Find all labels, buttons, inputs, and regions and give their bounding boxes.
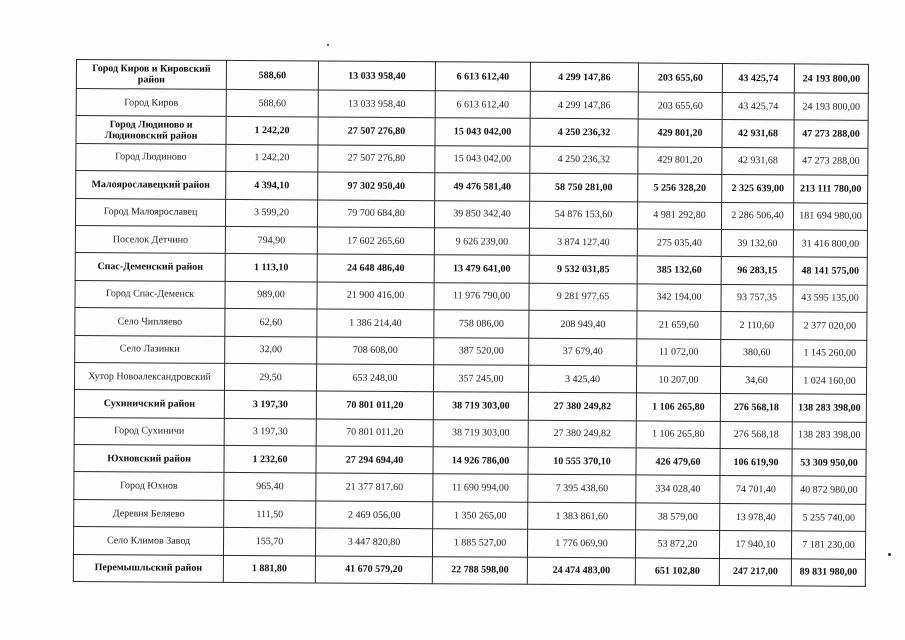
value-cell: 13 479 641,00 <box>434 255 529 283</box>
value-cell: 208 949,40 <box>529 310 637 338</box>
value-cell: 40 872 980,00 <box>792 476 866 504</box>
value-cell: 1 386 214,40 <box>317 309 434 337</box>
value-cell: 1 881,80 <box>223 555 315 583</box>
value-cell: 2 110,60 <box>721 312 793 340</box>
scan-speck <box>888 553 891 556</box>
value-cell: 39 850 342,40 <box>434 200 529 228</box>
value-cell: 13 978,40 <box>720 503 792 531</box>
value-cell: 247 217,00 <box>719 558 791 586</box>
value-cell: 42 931,68 <box>722 147 794 175</box>
value-cell: 2 469 056,00 <box>316 501 433 529</box>
value-cell: 96 283,15 <box>721 257 793 285</box>
value-cell: 62,60 <box>225 309 317 337</box>
value-cell: 24 193 800,00 <box>794 64 868 93</box>
value-cell: 357 245,00 <box>433 365 528 393</box>
table-body <box>73 60 868 587</box>
row-name-cell: Юхновский район <box>74 445 224 473</box>
value-cell: 334 028,40 <box>636 475 720 503</box>
value-cell: 3 197,30 <box>224 418 316 446</box>
value-cell: 97 302 950,40 <box>318 172 435 200</box>
value-cell: 14 926 786,00 <box>433 447 528 475</box>
value-cell: 27 380 249,82 <box>528 420 636 448</box>
value-cell: 10 555 370,10 <box>528 447 636 475</box>
value-cell: 58 750 281,00 <box>530 173 638 201</box>
value-cell: 2 377 020,00 <box>793 312 867 340</box>
value-cell: 5 255 740,00 <box>792 504 866 532</box>
row-name-cell: Село Лазинки <box>75 335 225 363</box>
value-cell: 426 479,60 <box>636 448 720 476</box>
value-cell: 203 655,60 <box>638 63 722 93</box>
value-cell: 70 801 011,20 <box>316 391 433 419</box>
value-cell: 138 283 398,00 <box>792 422 866 450</box>
value-cell: 203 655,60 <box>638 92 722 120</box>
row-name-cell: Город Людиново <box>76 143 226 171</box>
value-cell: 89 831 980,00 <box>791 559 865 587</box>
value-cell: 1 024 160,00 <box>792 367 866 395</box>
value-cell: 24 648 486,40 <box>317 254 434 282</box>
value-cell: 429 801,20 <box>638 119 722 147</box>
row-name-cell: Город Киров и Кировский район <box>76 60 226 90</box>
value-cell: 429 801,20 <box>638 147 722 175</box>
value-cell: 53 872,20 <box>635 530 719 558</box>
row-name-cell: Село Климов Завод <box>73 527 223 555</box>
value-cell: 4 299 147,86 <box>530 62 638 92</box>
value-cell: 11 690 994,00 <box>433 474 528 502</box>
value-cell: 3 425,40 <box>528 365 636 393</box>
value-cell: 276 568,18 <box>720 394 792 422</box>
data-table <box>73 59 869 587</box>
value-cell: 49 476 581,40 <box>435 173 530 201</box>
value-cell: 1 232,60 <box>224 445 316 473</box>
value-cell: 11 072,00 <box>637 338 721 366</box>
value-cell: 13 033 958,40 <box>318 61 435 91</box>
value-cell: 7 181 230,00 <box>791 531 865 559</box>
value-cell: 10 207,00 <box>636 366 720 394</box>
value-cell: 9 532 031,85 <box>529 256 637 284</box>
row-name-cell: Город Киров <box>76 89 226 117</box>
value-cell: 31 416 800,00 <box>793 230 867 258</box>
value-cell: 79 700 684,80 <box>317 200 434 228</box>
value-cell: 1 242,20 <box>226 117 318 145</box>
value-cell: 38 719 303,00 <box>433 419 528 447</box>
value-cell: 13 033 958,40 <box>318 90 435 118</box>
value-cell: 380,60 <box>721 339 793 367</box>
value-cell: 37 679,40 <box>529 338 637 366</box>
value-cell: 1 106 265,80 <box>636 393 720 421</box>
value-cell: 275 035,40 <box>637 229 721 257</box>
value-cell: 48 141 575,00 <box>793 257 867 285</box>
value-cell: 43 425,74 <box>722 63 794 92</box>
value-cell: 22 788 598,00 <box>432 556 527 584</box>
value-cell: 1 106 265,80 <box>636 421 720 449</box>
value-cell: 27 507 276,80 <box>318 145 435 173</box>
row-name-cell: Малоярославецкий район <box>76 171 226 199</box>
value-cell: 15 043 042,00 <box>435 145 530 173</box>
row-name-cell: Спас-Деменский район <box>75 253 225 281</box>
value-cell: 588,60 <box>226 60 318 90</box>
table-row <box>73 554 865 586</box>
value-cell: 1 383 861,60 <box>528 502 636 530</box>
row-name-cell: Сухиничский район <box>74 390 224 418</box>
value-cell: 2 325 639,00 <box>722 175 794 203</box>
value-cell: 47 273 288,00 <box>794 148 868 176</box>
value-cell: 47 273 288,00 <box>794 120 868 148</box>
value-cell: 27 380 249,82 <box>528 393 636 421</box>
value-cell: 213 111 780,00 <box>794 175 868 203</box>
value-cell: 387 520,00 <box>434 337 529 365</box>
value-cell: 38 719 303,00 <box>433 392 528 420</box>
value-cell: 758 086,00 <box>434 310 529 338</box>
value-cell: 106 619,90 <box>720 449 792 477</box>
value-cell: 7 395 438,60 <box>528 475 636 503</box>
row-name-cell: Город Малоярославец <box>75 198 225 226</box>
value-cell: 34,60 <box>720 366 792 394</box>
value-cell: 27 294 694,40 <box>316 446 433 474</box>
value-cell: 9 281 977,65 <box>529 283 637 311</box>
value-cell: 1 242,20 <box>226 144 318 172</box>
value-cell: 24 193 800,00 <box>794 93 868 121</box>
value-cell: 3 874 127,40 <box>529 228 637 256</box>
value-cell: 54 876 153,60 <box>529 201 637 229</box>
value-cell: 181 694 980,00 <box>793 202 867 230</box>
value-cell: 74 701,40 <box>720 476 792 504</box>
value-cell: 111,50 <box>224 500 316 528</box>
row-name-cell: Город Людиново и Людиновский район <box>76 116 226 144</box>
row-name-cell: Город Спас-Деменск <box>75 280 225 308</box>
value-cell: 21 900 416,00 <box>317 282 434 310</box>
value-cell: 93 757,35 <box>721 284 793 312</box>
value-cell: 43 425,74 <box>722 92 794 120</box>
value-cell: 1 350 265,00 <box>433 502 528 530</box>
value-cell: 29,50 <box>224 363 316 391</box>
value-cell: 588,60 <box>226 89 318 117</box>
value-cell: 6 613 612,40 <box>435 91 530 119</box>
row-name-cell: Город Сухиничи <box>74 417 224 445</box>
scan-speck <box>327 44 329 46</box>
value-cell: 1 776 069,90 <box>527 530 635 558</box>
value-cell: 43 595 135,00 <box>793 285 867 313</box>
row-name-cell: Деревня Беляево <box>74 499 224 527</box>
value-cell: 21 377 817,60 <box>316 473 433 501</box>
value-cell: 653 248,00 <box>316 364 433 392</box>
value-cell: 39 132,60 <box>721 229 793 257</box>
value-cell: 9 626 239,00 <box>434 228 529 256</box>
value-cell: 4 394,10 <box>226 172 318 200</box>
value-cell: 38 579,00 <box>636 503 720 531</box>
value-cell: 11 976 790,00 <box>434 282 529 310</box>
value-cell: 708 608,00 <box>317 336 434 364</box>
row-name-cell: Хутор Новоалександровский <box>74 362 224 390</box>
value-cell: 17 602 265,60 <box>317 227 434 255</box>
value-cell: 989,00 <box>225 281 317 309</box>
value-cell: 155,70 <box>223 528 315 556</box>
value-cell: 27 507 276,80 <box>318 117 435 145</box>
value-cell: 1 113,10 <box>225 254 317 282</box>
value-cell: 4 981 292,80 <box>637 201 721 229</box>
value-cell: 138 283 398,00 <box>792 394 866 422</box>
value-cell: 3 599,20 <box>225 199 317 227</box>
value-cell: 15 043 042,00 <box>435 118 530 146</box>
value-cell: 70 801 011,20 <box>316 419 433 447</box>
value-cell: 651 102,80 <box>635 558 719 586</box>
value-cell: 17 940,10 <box>719 531 791 559</box>
value-cell: 4 299 147,86 <box>530 91 638 119</box>
value-cell: 24 474 483,00 <box>527 557 635 585</box>
value-cell: 5 256 328,20 <box>638 174 722 202</box>
value-cell: 1 145 260,00 <box>793 339 867 367</box>
value-cell: 41 670 579,20 <box>315 556 432 584</box>
value-cell: 53 309 950,00 <box>792 449 866 477</box>
row-name-cell: Село Чипляево <box>75 308 225 336</box>
row-name-cell: Перемышльский район <box>73 554 223 582</box>
value-cell: 276 568,18 <box>720 421 792 449</box>
row-name-cell: Поселок Детчино <box>75 225 225 253</box>
value-cell: 385 132,60 <box>637 256 721 284</box>
value-cell: 2 286 506,40 <box>721 202 793 230</box>
value-cell: 342 194,00 <box>637 284 721 312</box>
value-cell: 6 613 612,40 <box>435 62 530 92</box>
value-cell: 3 197,30 <box>224 391 316 419</box>
value-cell: 42 931,68 <box>722 120 794 148</box>
value-cell: 4 250 236,32 <box>530 119 638 147</box>
row-name-cell: Город Юхнов <box>74 472 224 500</box>
value-cell: 965,40 <box>224 473 316 501</box>
value-cell: 4 250 236,32 <box>530 146 638 174</box>
value-cell: 794,90 <box>225 226 317 254</box>
value-cell: 1 885 527,00 <box>432 529 527 557</box>
value-cell: 32,00 <box>225 336 317 364</box>
value-cell: 21 659,60 <box>637 311 721 339</box>
value-cell: 3 447 820,80 <box>315 528 432 556</box>
